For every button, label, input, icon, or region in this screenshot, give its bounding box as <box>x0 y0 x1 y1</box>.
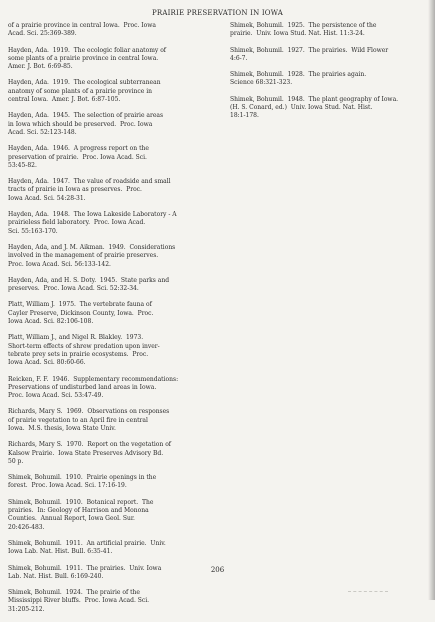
reference-line: 18:1-178. <box>230 112 259 120</box>
reference-entry <box>8 474 214 491</box>
page-number: 206 <box>210 566 225 574</box>
reference-line: some plants of a prairie province in central Iowa. <box>8 54 159 62</box>
reference-entry <box>8 47 214 72</box>
reference-line: Mississippi River bluffs. Proc. Iowa Acad. Sci. <box>8 597 150 605</box>
reference-line: 4:6-7. <box>230 54 248 62</box>
reference-entry <box>230 22 426 39</box>
reference-line: Amer. J. Bot. 6:69-85. <box>8 63 73 71</box>
reference-entry <box>8 244 214 269</box>
reference-entry <box>8 376 214 401</box>
reference-line: Science 68:321-323. <box>230 79 293 87</box>
reference-line: anatomy of some plants of a prairie province in <box>8 87 152 95</box>
reference-line: Shimek, Bohumil. 1925. The persistence of the <box>230 22 377 29</box>
reference-line: Reicken, F. F. 1946. Supplementary recommendations: <box>8 375 179 383</box>
reference-entry <box>230 47 426 64</box>
reference-line: Proc. Iowa Acad. Sci. 53:47-49. <box>8 392 104 400</box>
reference-line: prairieless field laboratory. Proc. Iowa Acad. <box>8 219 146 227</box>
reference-line: Iowa. M.S. thesis, Iowa State Univ. <box>8 424 116 432</box>
reference-line: Cayler Preserve, Dickinson County, Iowa. Proc. <box>8 309 154 317</box>
reference-line: Preservations of undisturbed land areas in Iowa. <box>8 383 157 391</box>
reference-line: Hayden, Ada, and H. S. Doty. 1945. State parks and <box>8 276 170 284</box>
reference-line: 50 p. <box>8 457 24 465</box>
reference-line: Sci. 55:163-170. <box>8 227 58 235</box>
reference-line: 53:45-82. <box>8 161 37 169</box>
reference-line: prairie. Univ. Iowa Stud. Nat. Hist. 11:3-24. <box>230 30 365 38</box>
reference-line: Iowa Acad. Sci. 80:60-66. <box>8 359 86 367</box>
reference-line: Shimek, Bohumil. 1928. The prairies again. <box>230 71 367 79</box>
reference-entry <box>230 96 426 121</box>
reference-line: Hayden, Ada. 1919. The ecologic foliar anatomy of <box>8 46 167 54</box>
reference-line: in Iowa which should be preserved. Proc. Iowa <box>8 120 153 128</box>
reference-line: preservation of prairie. Proc. Iowa Acad. Sci. <box>8 153 147 161</box>
reference-line: Iowa Acad. Sci. 82:106-108. <box>8 318 94 326</box>
reference-line: Kalsow Prairie. Iowa State Preserves Advisory Bd. <box>8 449 164 457</box>
reference-line: prairies. In: Geology of Harrison and Monona <box>8 507 149 515</box>
reference-entry <box>8 178 214 203</box>
reference-entry <box>230 71 426 88</box>
reference-line: involved in the management of prairie preserves. <box>8 252 159 260</box>
reference-line: Shimek, Bohumil. 1927. The prairies. Wild Flower <box>230 46 389 54</box>
reference-line: Shimek, Bohumil. 1910. Botanical report. The <box>8 498 154 506</box>
reference-line: Short-term effects of shrew predation upon inver- <box>8 342 160 350</box>
scan-mark <box>348 586 388 592</box>
reference-entry <box>8 499 214 532</box>
reference-line: Platt, William J. 1975. The vertebrate fauna of <box>8 301 152 309</box>
reference-line: Acad. Sci. 52:123-148. <box>8 128 77 136</box>
reference-line: Hayden, Ada. 1919. The ecological subterranean <box>8 79 161 87</box>
reference-line: Lab. Nat. Hist. Bull. 6:169-240. <box>8 572 104 580</box>
reference-entry <box>8 301 214 326</box>
reference-entry <box>8 277 214 294</box>
reference-line: tebrate prey sets in prairie ecosystems. Proc. <box>8 350 149 358</box>
reference-entry <box>8 145 214 170</box>
reference-entry <box>8 112 214 137</box>
reference-line: Richards, Mary S. 1970. Report on the vegetation of <box>8 441 172 449</box>
reference-entry <box>8 540 214 557</box>
reference-line: Counties. Annual Report, Iowa Geol. Sur. <box>8 515 135 523</box>
references-column-right <box>230 22 426 129</box>
reference-line: 31:205-212. <box>8 605 45 613</box>
reference-line: forest. Proc. Iowa Acad. Sci. 17:16-19. <box>8 482 127 490</box>
reference-line: Hayden, Ada, and J. M. Aikman. 1949. Considerations <box>8 243 176 251</box>
reference-line: Hayden, Ada. 1946. A progress report on the <box>8 145 149 153</box>
references-column-left <box>8 22 214 622</box>
reference-line: Richards, Mary S. 1969. Observations on responses <box>8 408 170 416</box>
reference-line: Hayden, Ada. 1945. The selection of prairie areas <box>8 112 164 120</box>
reference-entry <box>8 211 214 236</box>
reference-line: Hayden, Ada. 1947. The value of roadside and small <box>8 178 171 186</box>
reference-line: Shimek, Bohumil. 1924. The prairie of the <box>8 589 140 597</box>
page-edge-shadow <box>428 0 435 600</box>
reference-line: Iowa Lab. Nat. Hist. Bull. 6:35-41. <box>8 548 113 556</box>
reference-line: (H. S. Conard, ed.) Univ. Iowa Stud. Nat. Hist. <box>230 104 373 112</box>
reference-line: Shimek, Bohumil. 1910. Prairie openings in the <box>8 474 157 482</box>
reference-entry <box>8 408 214 433</box>
reference-line: preserves. Proc. Iowa Acad. Sci. 52:32-34. <box>8 285 139 293</box>
reference-entry <box>8 441 214 466</box>
reference-line: of a prairie province in central Iowa. Proc. Iowa <box>8 22 156 29</box>
reference-line: Acad. Sci. 25:369-389. <box>8 30 77 38</box>
reference-line: of prairie vegetation to an April fire in central <box>8 416 148 424</box>
reference-entry <box>8 589 214 614</box>
reference-line: Proc. Iowa Acad. Sci. 56:133-142. <box>8 260 111 268</box>
reference-line: Shimek, Bohumil. 1911. The prairies. Univ. Iowa <box>8 564 162 572</box>
reference-line: Shimek, Bohumil. 1911. An artificial prairie. Univ. <box>8 539 166 547</box>
reference-line: Hayden, Ada. 1948. The Iowa Lakeside Laboratory - A <box>8 211 177 219</box>
reference-entry <box>8 22 214 39</box>
reference-line: Platt, William J., and Nigel R. Blakley. 1973. <box>8 334 144 342</box>
reference-line: central Iowa. Amer. J. Bot. 6:87-105. <box>8 96 121 104</box>
reference-line: 20:426-483. <box>8 523 45 531</box>
reference-line: Shimek, Bohumil. 1948. The plant geography of Iowa. <box>230 95 399 103</box>
reference-line: tracts of prairie in Iowa as preserves. Proc. <box>8 186 142 194</box>
reference-line: Iowa Acad. Sci. 54:28-31. <box>8 194 86 202</box>
reference-entry <box>8 79 214 104</box>
running-head: PRAIRIE PRESERVATION IN IOWA <box>151 9 284 17</box>
reference-entry <box>8 334 214 367</box>
